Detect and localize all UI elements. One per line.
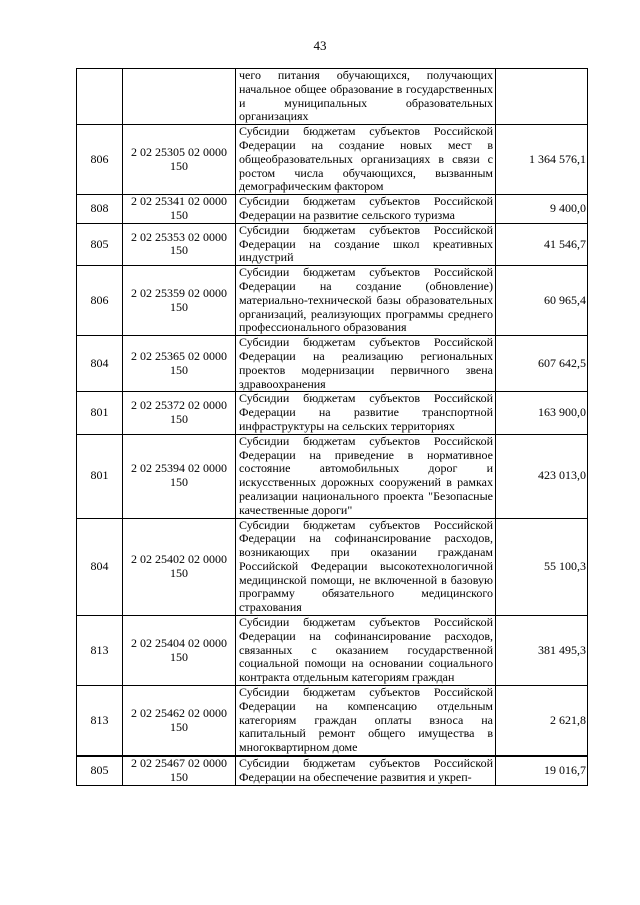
budget-classification-code-cell: 2 02 25467 02 0000 150 xyxy=(123,756,236,785)
table-row xyxy=(77,266,588,336)
admin-code-cell: 801 xyxy=(77,392,123,434)
revenue-description-cell: Субсидии бюджетам субъектов Российской Федерации на приведение в нормативное состояние автомобильных дорог и искусственных дорожных сооружений в рамках реализации национального проекта "Безопасные качественные дороги" xyxy=(236,434,496,518)
amount-cell: 60 965,4 xyxy=(496,266,588,336)
admin-code-cell: 804 xyxy=(77,518,123,616)
amount-cell: 163 900,0 xyxy=(496,392,588,434)
revenue-description-cell: Субсидии бюджетам субъектов Российской Федерации на реализацию региональных проектов модернизации первичного звена здравоохранения xyxy=(236,336,496,392)
admin-code-cell: 801 xyxy=(77,434,123,518)
admin-code-cell: 808 xyxy=(77,195,123,224)
table-row xyxy=(77,125,588,195)
amount-cell: 423 013,0 xyxy=(496,434,588,518)
revenue-description-cell: Субсидии бюджетам субъектов Российской Федерации на компенсацию отдельным категориям граждан оплаты взноса на капитальный ремонт общего имущества в многоквартирном доме xyxy=(236,686,496,756)
revenue-description-cell: Субсидии бюджетам субъектов Российской Федерации на обеспечение развития и укреп- xyxy=(236,756,496,785)
admin-code-cell xyxy=(77,69,123,125)
budget-classification-code-cell: 2 02 25394 02 0000 150 xyxy=(123,434,236,518)
table-row xyxy=(77,686,588,756)
amount-cell: 607 642,5 xyxy=(496,336,588,392)
admin-code-cell: 813 xyxy=(77,616,123,686)
budget-revenue-table xyxy=(76,68,588,786)
amount-cell: 41 546,7 xyxy=(496,223,588,265)
table-row xyxy=(77,69,588,125)
table-row xyxy=(77,518,588,616)
budget-classification-code-cell: 2 02 25341 02 0000 150 xyxy=(123,195,236,224)
revenue-description-cell: Субсидии бюджетам субъектов Российской Федерации на развитие транспортной инфраструктуры на сельских территориях xyxy=(236,392,496,434)
revenue-description-cell: чего питания обучающихся, получающих начальное общее образование в государственных и муниципальных образовательных организациях xyxy=(236,69,496,125)
admin-code-cell: 805 xyxy=(77,223,123,265)
revenue-description-cell: Субсидии бюджетам субъектов Российской Федерации на создание школ креативных индустрий xyxy=(236,223,496,265)
admin-code-cell: 805 xyxy=(77,756,123,785)
table-row xyxy=(77,223,588,265)
budget-classification-code-cell: 2 02 25353 02 0000 150 xyxy=(123,223,236,265)
revenue-description-cell: Субсидии бюджетам субъектов Российской Федерации на развитие сельского туризма xyxy=(236,195,496,224)
budget-classification-code-cell: 2 02 25402 02 0000 150 xyxy=(123,518,236,616)
budget-classification-code-cell: 2 02 25462 02 0000 150 xyxy=(123,686,236,756)
amount-cell: 381 495,3 xyxy=(496,616,588,686)
budget-classification-code-cell: 2 02 25365 02 0000 150 xyxy=(123,336,236,392)
budget-classification-code-cell: 2 02 25359 02 0000 150 xyxy=(123,266,236,336)
revenue-description-cell: Субсидии бюджетам субъектов Российской Федерации на создание новых мест в общеобразовательных организациях в связи с ростом числа обучающихся, вызванным демографическим фактором xyxy=(236,125,496,195)
revenue-description-cell: Субсидии бюджетам субъектов Российской Федерации на софинансирование расходов, связанных с оказанием государственной социальной помощи на основании социального контракта отдельным категориям граждан xyxy=(236,616,496,686)
budget-classification-code-cell xyxy=(123,69,236,125)
budget-classification-code-cell: 2 02 25372 02 0000 150 xyxy=(123,392,236,434)
table-row xyxy=(77,616,588,686)
amount-cell: 19 016,7 xyxy=(496,756,588,785)
table-row xyxy=(77,756,588,785)
table-row xyxy=(77,195,588,224)
admin-code-cell: 806 xyxy=(77,266,123,336)
admin-code-cell: 806 xyxy=(77,125,123,195)
revenue-description-cell: Субсидии бюджетам субъектов Российской Федерации на создание (обновление) материально-технической базы образовательных организаций, реализующих программы среднего профессионального образования xyxy=(236,266,496,336)
amount-cell: 2 621,8 xyxy=(496,686,588,756)
revenue-description-cell: Субсидии бюджетам субъектов Российской Федерации на софинансирование расходов, возникающих при оказании гражданам Российской Федерации высокотехнологичной медицинской помощи, не включенной в базовую программу обязательного медицинского страхования xyxy=(236,518,496,616)
amount-cell: 55 100,3 xyxy=(496,518,588,616)
amount-cell: 1 364 576,1 xyxy=(496,125,588,195)
budget-classification-code-cell: 2 02 25305 02 0000 150 xyxy=(123,125,236,195)
admin-code-cell: 813 xyxy=(77,686,123,756)
table-row xyxy=(77,336,588,392)
budget-classification-code-cell: 2 02 25404 02 0000 150 xyxy=(123,616,236,686)
page-number: 43 xyxy=(313,38,327,53)
table-row xyxy=(77,392,588,434)
table-row xyxy=(77,434,588,518)
admin-code-cell: 804 xyxy=(77,336,123,392)
amount-cell: 9 400,0 xyxy=(496,195,588,224)
amount-cell xyxy=(496,69,588,125)
